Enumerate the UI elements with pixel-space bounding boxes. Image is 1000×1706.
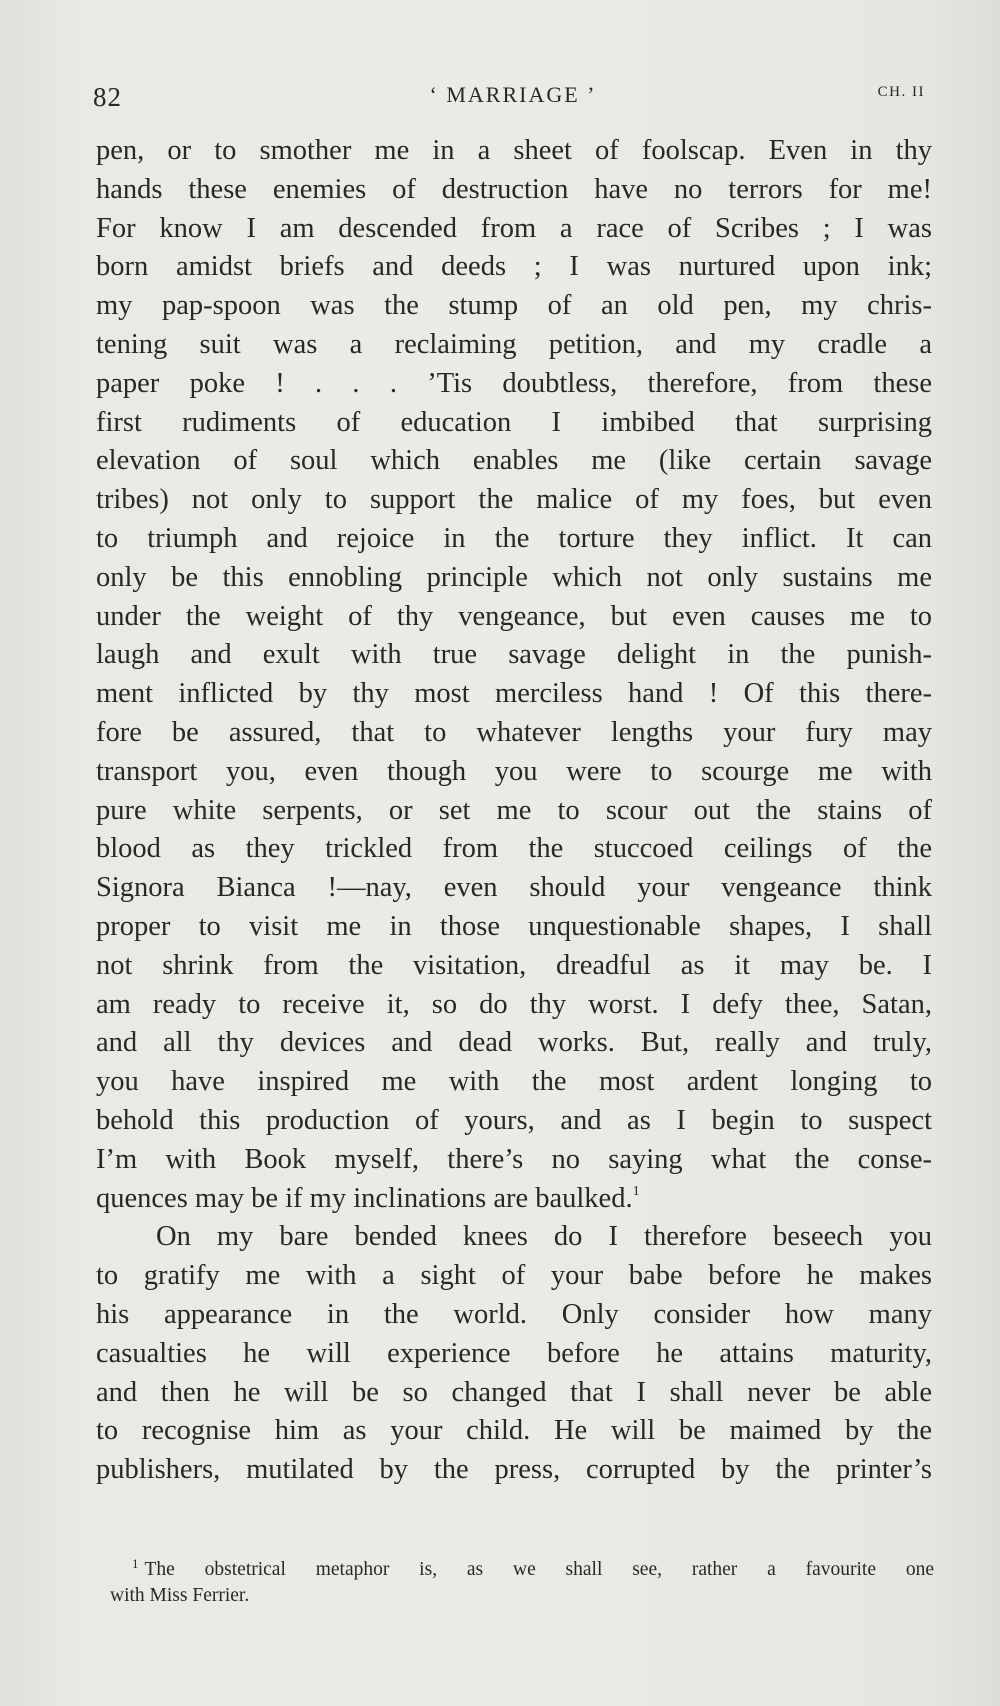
text-line: casualties he will experience before he attains maturity, xyxy=(96,1337,932,1369)
text-line: I’m with Book myself, there’s no saying what the conse- xyxy=(96,1143,932,1175)
text-line: to recognise him as your child. He will be maimed by the xyxy=(96,1415,932,1447)
text-line: For know I am descended from a race of Scribes ; I was xyxy=(96,212,932,244)
text-line: tening suit was a reclaiming petition, and my cradle a xyxy=(96,328,932,360)
text-line: my pap-spoon was the stump of an old pen, my chris- xyxy=(96,290,932,322)
text-line: to triumph and rejoice in the torture they inflict. It can xyxy=(96,522,932,554)
footnote-line: with Miss Ferrier. xyxy=(110,1585,250,1606)
text-line: blood as they trickled from the stuccoed ceilings of the xyxy=(96,833,932,865)
text-line: and all thy devices and dead works. But, really and truly, xyxy=(96,1027,932,1059)
text-line: only be this ennobling principle which not only sustains me xyxy=(96,561,932,593)
text-line: laugh and exult with true savage delight in the punish- xyxy=(96,639,932,671)
paragraph-start-line: On my bare bended knees do I therefore beseech you xyxy=(156,1221,932,1253)
text-line: pen, or to smother me in a sheet of foolscap. Even in thy xyxy=(96,135,932,166)
text-line: proper to visit me in those unquestionable shapes, I shall xyxy=(96,910,932,942)
text-line: transport you, even though you were to scourge me with xyxy=(96,755,932,787)
text-line: fore be assured, that to whatever lengths your fury may xyxy=(96,716,932,748)
footnote-line xyxy=(110,1551,934,1583)
footnote-marker: 1 xyxy=(132,1556,139,1571)
text-line: you have inspired me with the most ardent longing to xyxy=(96,1066,932,1098)
text-line: am ready to receive it, so do thy worst. I defy thee, Satan, xyxy=(96,988,932,1020)
chapter-mark: CH. II xyxy=(877,84,925,100)
text-line: elevation of soul which enables me (like certain savage xyxy=(96,445,932,477)
paragraph-end-line xyxy=(96,1180,932,1219)
text-line: behold this production of yours, and as I begin to suspect xyxy=(96,1104,932,1136)
text-line: pure white serpents, or set me to scour out the stains of xyxy=(96,794,932,826)
text-line: born amidst briefs and deeds ; I was nurtured upon ink; xyxy=(96,251,932,283)
text-line: Signora Bianca !—nay, even should your vengeance think xyxy=(96,872,932,904)
running-head xyxy=(93,78,933,118)
text-line-content: quences may be if my inclinations are baulked. xyxy=(96,1182,633,1214)
body-text xyxy=(96,132,932,1490)
text-line: first rudiments of education I imbibed that surprising xyxy=(96,406,932,438)
running-title: ‘ MARRIAGE ’ xyxy=(429,82,597,107)
text-line: and then he will be so changed that I shall never be able xyxy=(96,1376,932,1408)
text-line: paper poke ! . . . ’Tis doubtless, therefore, from these xyxy=(96,367,932,399)
text-line: to gratify me with a sight of your babe before he makes xyxy=(96,1260,932,1292)
footnote-reference: 1 xyxy=(632,1183,640,1199)
text-line: ment inflicted by thy most merciless hand ! Of this there- xyxy=(96,678,932,710)
text-line: under the weight of thy vengeance, but even causes me to xyxy=(96,600,932,632)
text-line: hands these enemies of destruction have no terrors for me! xyxy=(96,173,932,205)
text-line: tribes) not only to support the malice of my foes, but even xyxy=(96,484,932,516)
footnote-text: The obstetrical metaphor is, as we shall see, rather a favourite one xyxy=(144,1559,934,1580)
page-number: 82 xyxy=(93,82,122,112)
text-line: his appearance in the world. Only consider how many xyxy=(96,1298,932,1330)
footnote xyxy=(110,1551,934,1609)
text-line: not shrink from the visitation, dreadful as it may be. I xyxy=(96,949,932,981)
text-line: publishers, mutilated by the press, corrupted by the printer’s xyxy=(96,1454,932,1486)
